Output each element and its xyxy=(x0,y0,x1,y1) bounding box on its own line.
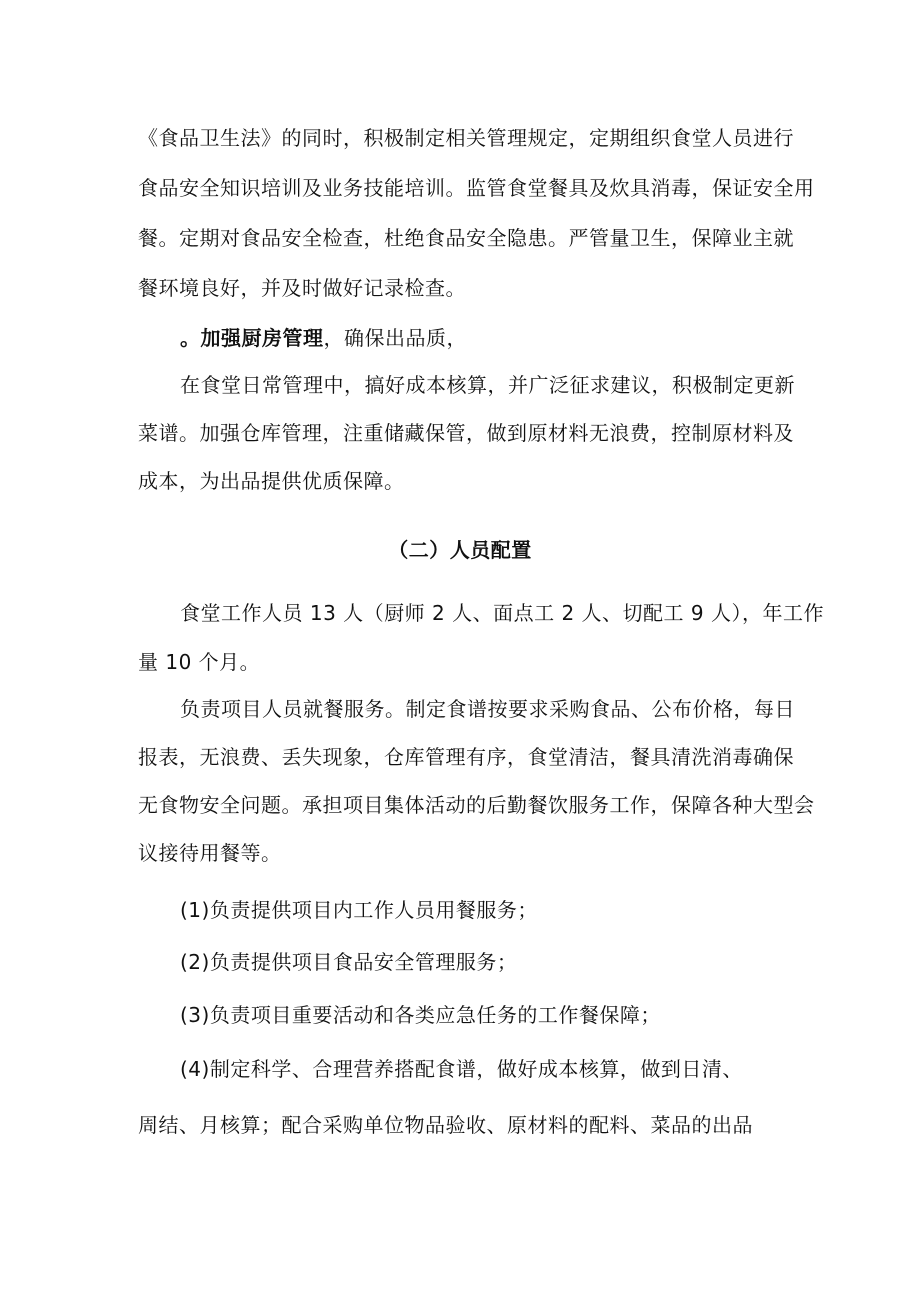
list-item: (4)制定科学、合理营养搭配食谱，做好成本核算，做到日清、 xyxy=(180,1057,743,1081)
list-item-continuation: 周结、月核算；配合采购单位物品验收、原材料的配料、菜品的出品 xyxy=(138,1113,753,1137)
para4-line-1: 负责项目人员就餐服务。制定食谱按要求采购食品、公布价格，每日 xyxy=(180,697,795,721)
list-item: (2)负责提供项目食品安全管理服务； xyxy=(180,950,518,974)
para2-line-2: 菜谱。加强仓库管理，注重储藏保管，做到原材料无浪费，控制原材料及 xyxy=(138,421,794,445)
kitchen-heading xyxy=(180,326,467,350)
kitchen-heading-rest: ，确保出品质， xyxy=(323,326,467,350)
para4-line-3: 无食物安全问题。承担项目集体活动的后勤餐饮服务工作，保障各种大型会 xyxy=(138,793,815,817)
para1-line-2: 食品安全知识培训及业务技能培训。监管食堂餐具及炊具消毒，保证安全用 xyxy=(138,176,815,200)
para2-line-1: 在食堂日常管理中，搞好成本核算，并广泛征求建议，积极制定更新 xyxy=(180,373,795,397)
para3-line-2: 量 10 个月。 xyxy=(138,650,261,674)
para2-line-3: 成本，为出品提供优质保障。 xyxy=(138,469,405,493)
list-item: (1)负责提供项目内工作人员用餐服务； xyxy=(180,898,538,922)
para1-line-3: 餐。定期对食品安全检查，杜绝食品安全隐患。严管量卫生，保障业主就 xyxy=(138,226,794,250)
kitchen-heading-bold: 。加强厨房管理 xyxy=(180,326,324,350)
section-title: （二）人员配置 xyxy=(388,538,532,562)
para1-line-1: 《食品卫生法》的同时，积极制定相关管理规定，定期组织食堂人员进行 xyxy=(138,126,794,150)
para4-line-4: 议接待用餐等。 xyxy=(138,841,282,865)
para4-line-2: 报表，无浪费、丢失现象，仓库管理有序，食堂清洁，餐具清洗消毒确保 xyxy=(138,745,794,769)
list-item: (3)负责项目重要活动和各类应急任务的工作餐保障； xyxy=(180,1003,661,1027)
para1-line-4: 餐环境良好，并及时做好记录检查。 xyxy=(138,276,466,300)
para3-line-1: 食堂工作人员 13 人（厨师 2 人、面点工 2 人、切配工 9 人），年工作 xyxy=(180,601,824,625)
